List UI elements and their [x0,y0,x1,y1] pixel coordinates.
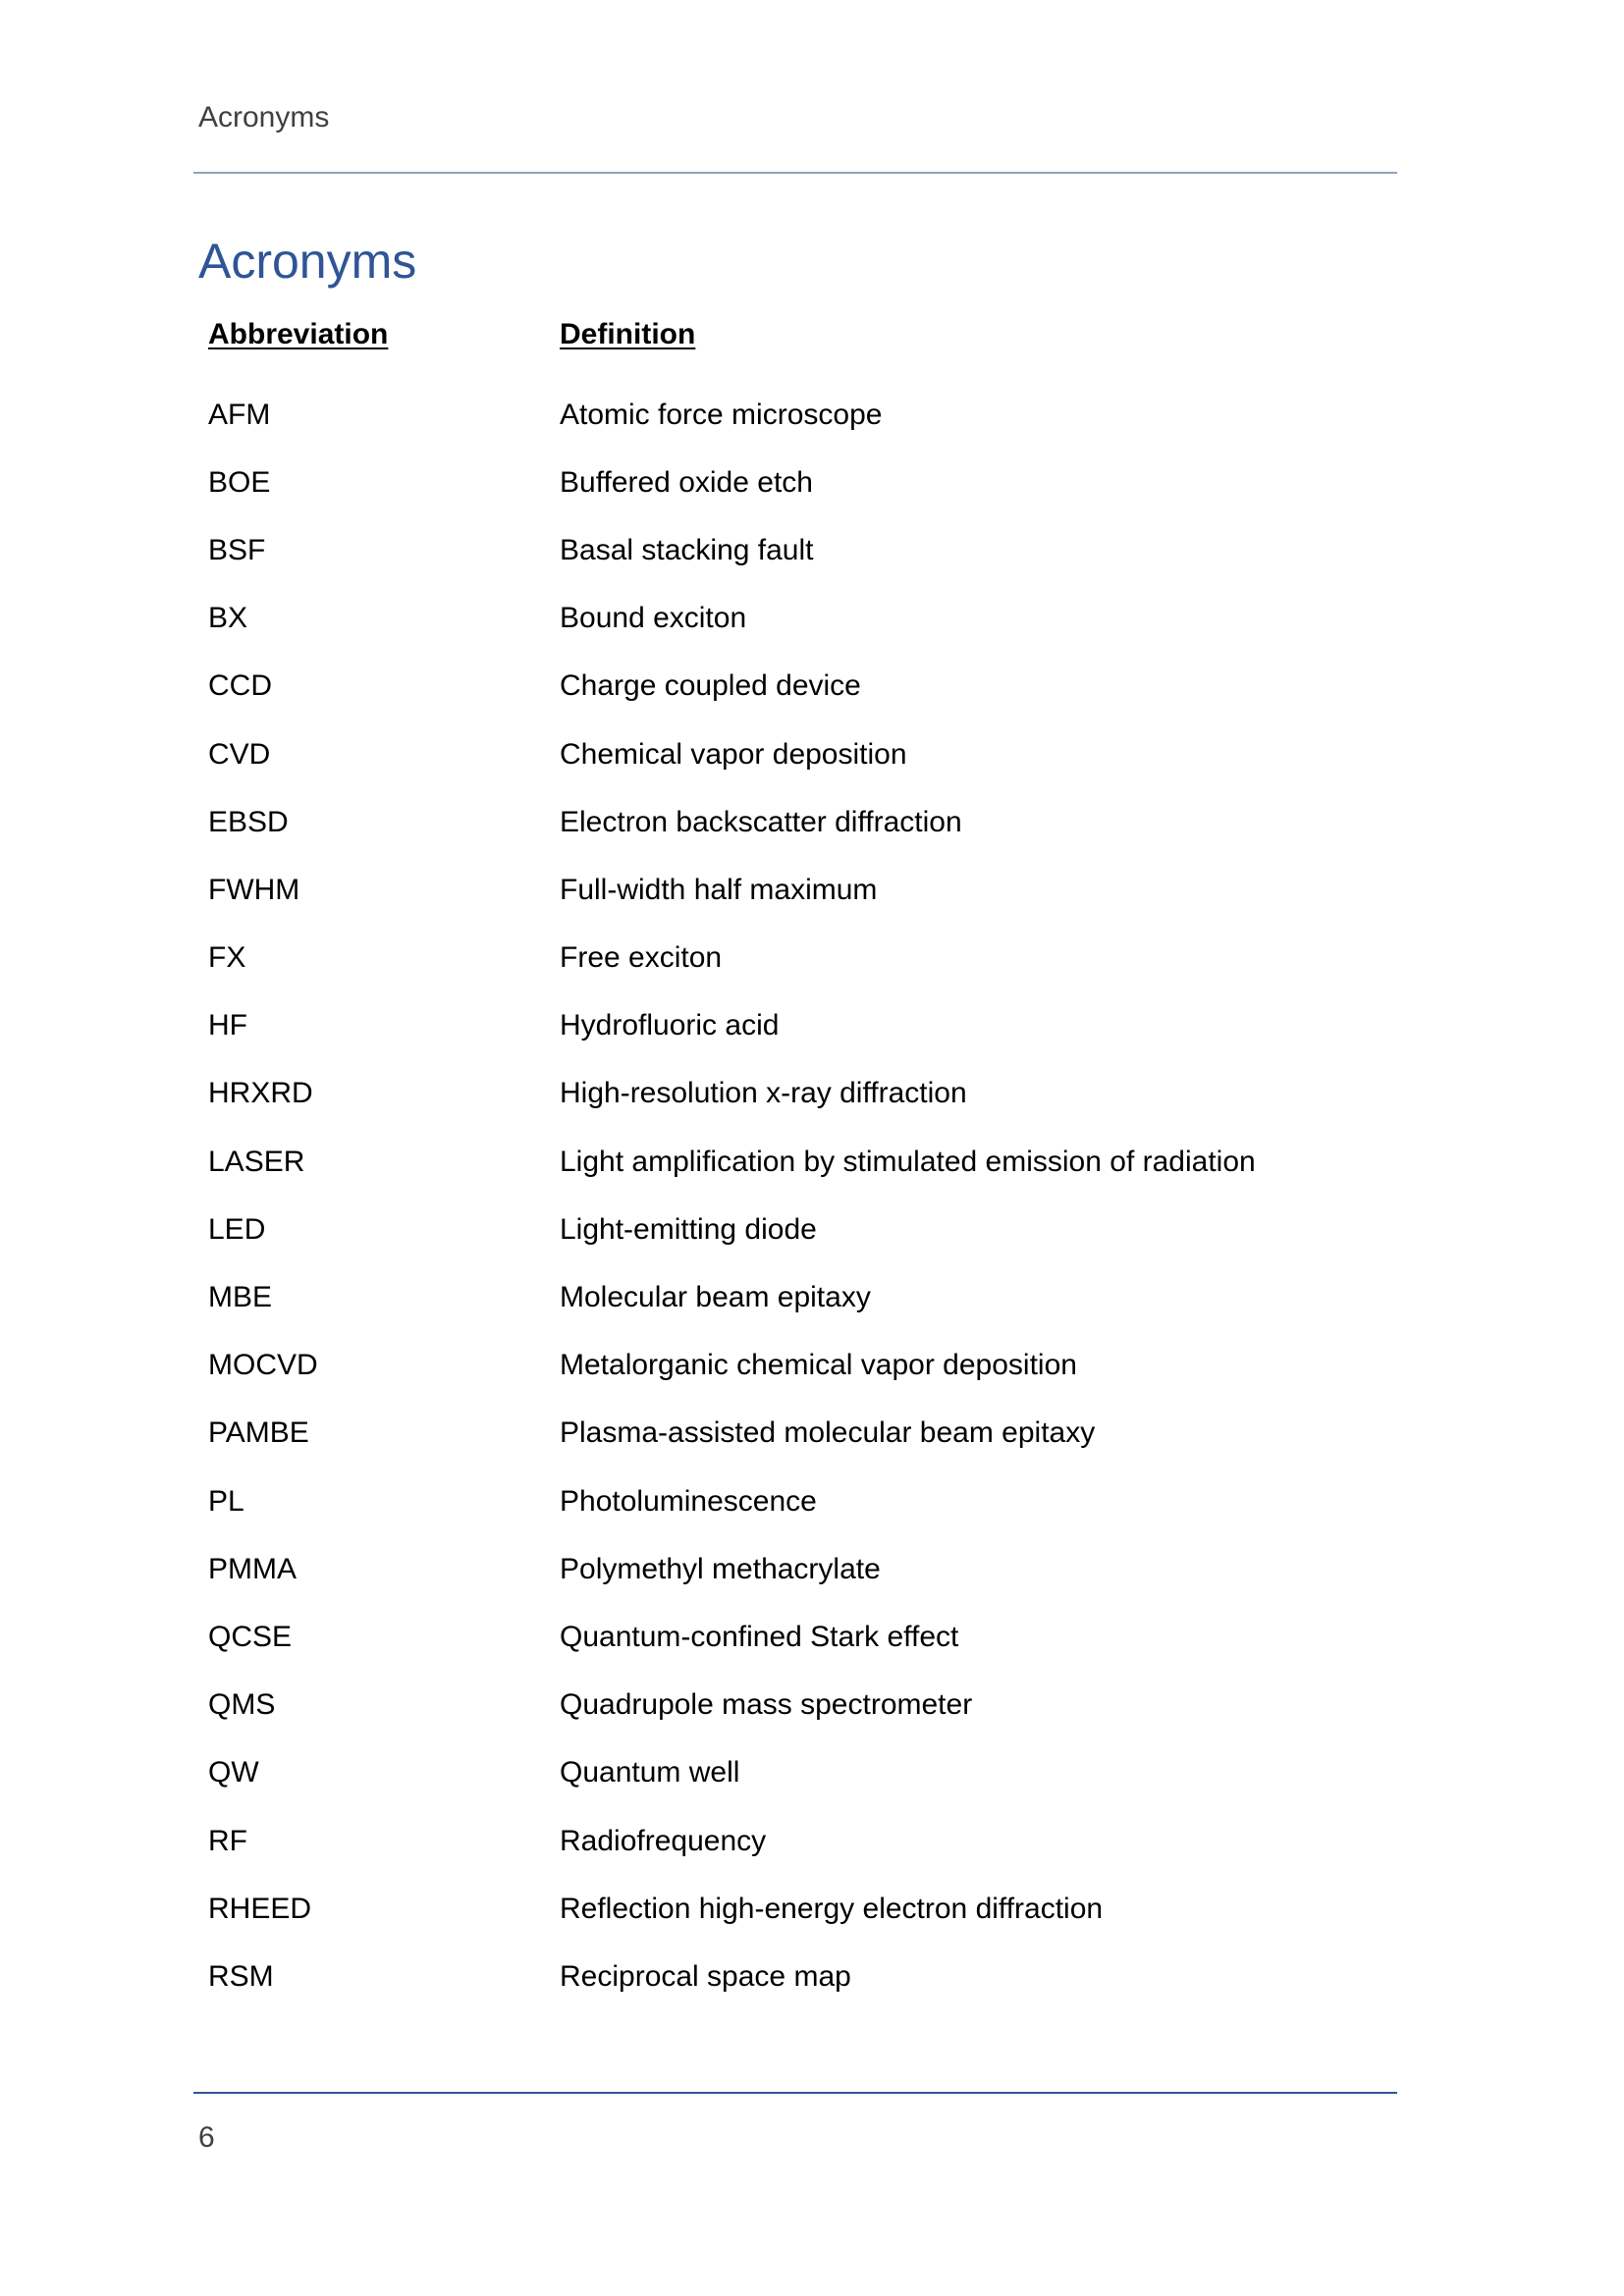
definition-cell: Reciprocal space map [560,1959,851,1993]
table-row [208,788,1386,856]
table-row [208,516,1386,584]
definition-cell: Atomic force microscope [560,398,883,431]
table-row [208,1672,1386,1739]
column-header-abbreviation: Abbreviation [208,318,389,350]
abbreviation-cell: QW [208,1756,259,1789]
table-row [208,856,1386,924]
table-row [208,1535,1386,1603]
table-row [208,1332,1386,1400]
abbreviation-cell: RHEED [208,1892,312,1925]
table-row [208,1196,1386,1263]
header-divider [193,172,1397,174]
definition-cell: Basal stacking fault [560,533,814,566]
definition-cell: Plasma-assisted molecular beam epitaxy [560,1416,1096,1450]
table-row [208,1875,1386,1943]
table-row [208,1128,1386,1196]
abbreviation-cell: FWHM [208,873,300,906]
definition-cell: Buffered oxide etch [560,465,813,499]
definition-cell: Chemical vapor deposition [560,737,907,771]
table-row [208,381,1386,449]
abbreviation-cell: BSF [208,533,266,566]
table-row [208,992,1386,1060]
page-title: Acronyms [198,234,417,289]
table-row [208,1400,1386,1468]
definition-cell: Quadrupole mass spectrometer [560,1688,973,1722]
abbreviation-cell: RF [208,1824,247,1857]
footer-divider [193,2092,1397,2094]
abbreviation-cell: BOE [208,465,271,499]
table-row [208,1060,1386,1128]
table-row [208,1807,1386,1875]
definition-cell: Charge coupled device [560,669,861,703]
definition-cell: Light amplification by stimulated emission of radiation [560,1145,1256,1178]
table-row [208,1468,1386,1535]
table-body [208,381,1386,2011]
abbreviation-cell: PAMBE [208,1416,309,1450]
abbreviation-cell: MBE [208,1281,273,1314]
abbreviation-cell: CCD [208,669,272,703]
abbreviation-cell: QMS [208,1688,276,1722]
abbreviation-cell: RSM [208,1959,274,1993]
abbreviation-cell: BX [208,602,248,635]
abbreviation-cell: HRXRD [208,1077,313,1110]
table-row [208,1739,1386,1807]
definition-cell: Hydrofluoric acid [560,1009,780,1042]
table-row [208,1263,1386,1331]
definition-cell: Photoluminescence [560,1484,817,1518]
definition-cell: Radiofrequency [560,1824,767,1857]
abbreviation-cell: MOCVD [208,1349,318,1382]
definition-cell: Polymethyl methacrylate [560,1552,881,1585]
acronym-table [208,312,1386,2011]
abbreviation-cell: HF [208,1009,247,1042]
abbreviation-cell: PL [208,1484,244,1518]
definition-cell: Electron backscatter diffraction [560,805,962,838]
table-row [208,585,1386,653]
table-row [208,1943,1386,2010]
abbreviation-cell: FX [208,941,246,975]
table-header-row [208,312,1386,357]
abbreviation-cell: LASER [208,1145,305,1178]
definition-cell: Free exciton [560,941,723,975]
abbreviation-cell: CVD [208,737,271,771]
table-row [208,925,1386,992]
definition-cell: Molecular beam epitaxy [560,1281,871,1314]
definition-cell: Bound exciton [560,602,747,635]
table-row [208,721,1386,788]
definition-cell: High-resolution x-ray diffraction [560,1077,967,1110]
abbreviation-cell: QCSE [208,1620,293,1653]
abbreviation-cell: PMMA [208,1552,297,1585]
abbreviation-cell: LED [208,1212,266,1246]
page-number: 6 [198,2121,215,2154]
abbreviation-cell: AFM [208,398,271,431]
definition-cell: Reflection high-energy electron diffraction [560,1892,1104,1925]
definition-cell: Quantum-confined Stark effect [560,1620,959,1653]
definition-cell: Metalorganic chemical vapor deposition [560,1349,1077,1382]
table-row [208,449,1386,516]
table-row [208,1603,1386,1671]
definition-cell: Full-width half maximum [560,873,878,906]
running-header: Acronyms [198,101,330,133]
definition-cell: Light-emitting diode [560,1212,817,1246]
definition-cell: Quantum well [560,1756,740,1789]
column-header-definition: Definition [560,318,696,350]
table-row [208,653,1386,721]
abbreviation-cell: EBSD [208,805,289,838]
